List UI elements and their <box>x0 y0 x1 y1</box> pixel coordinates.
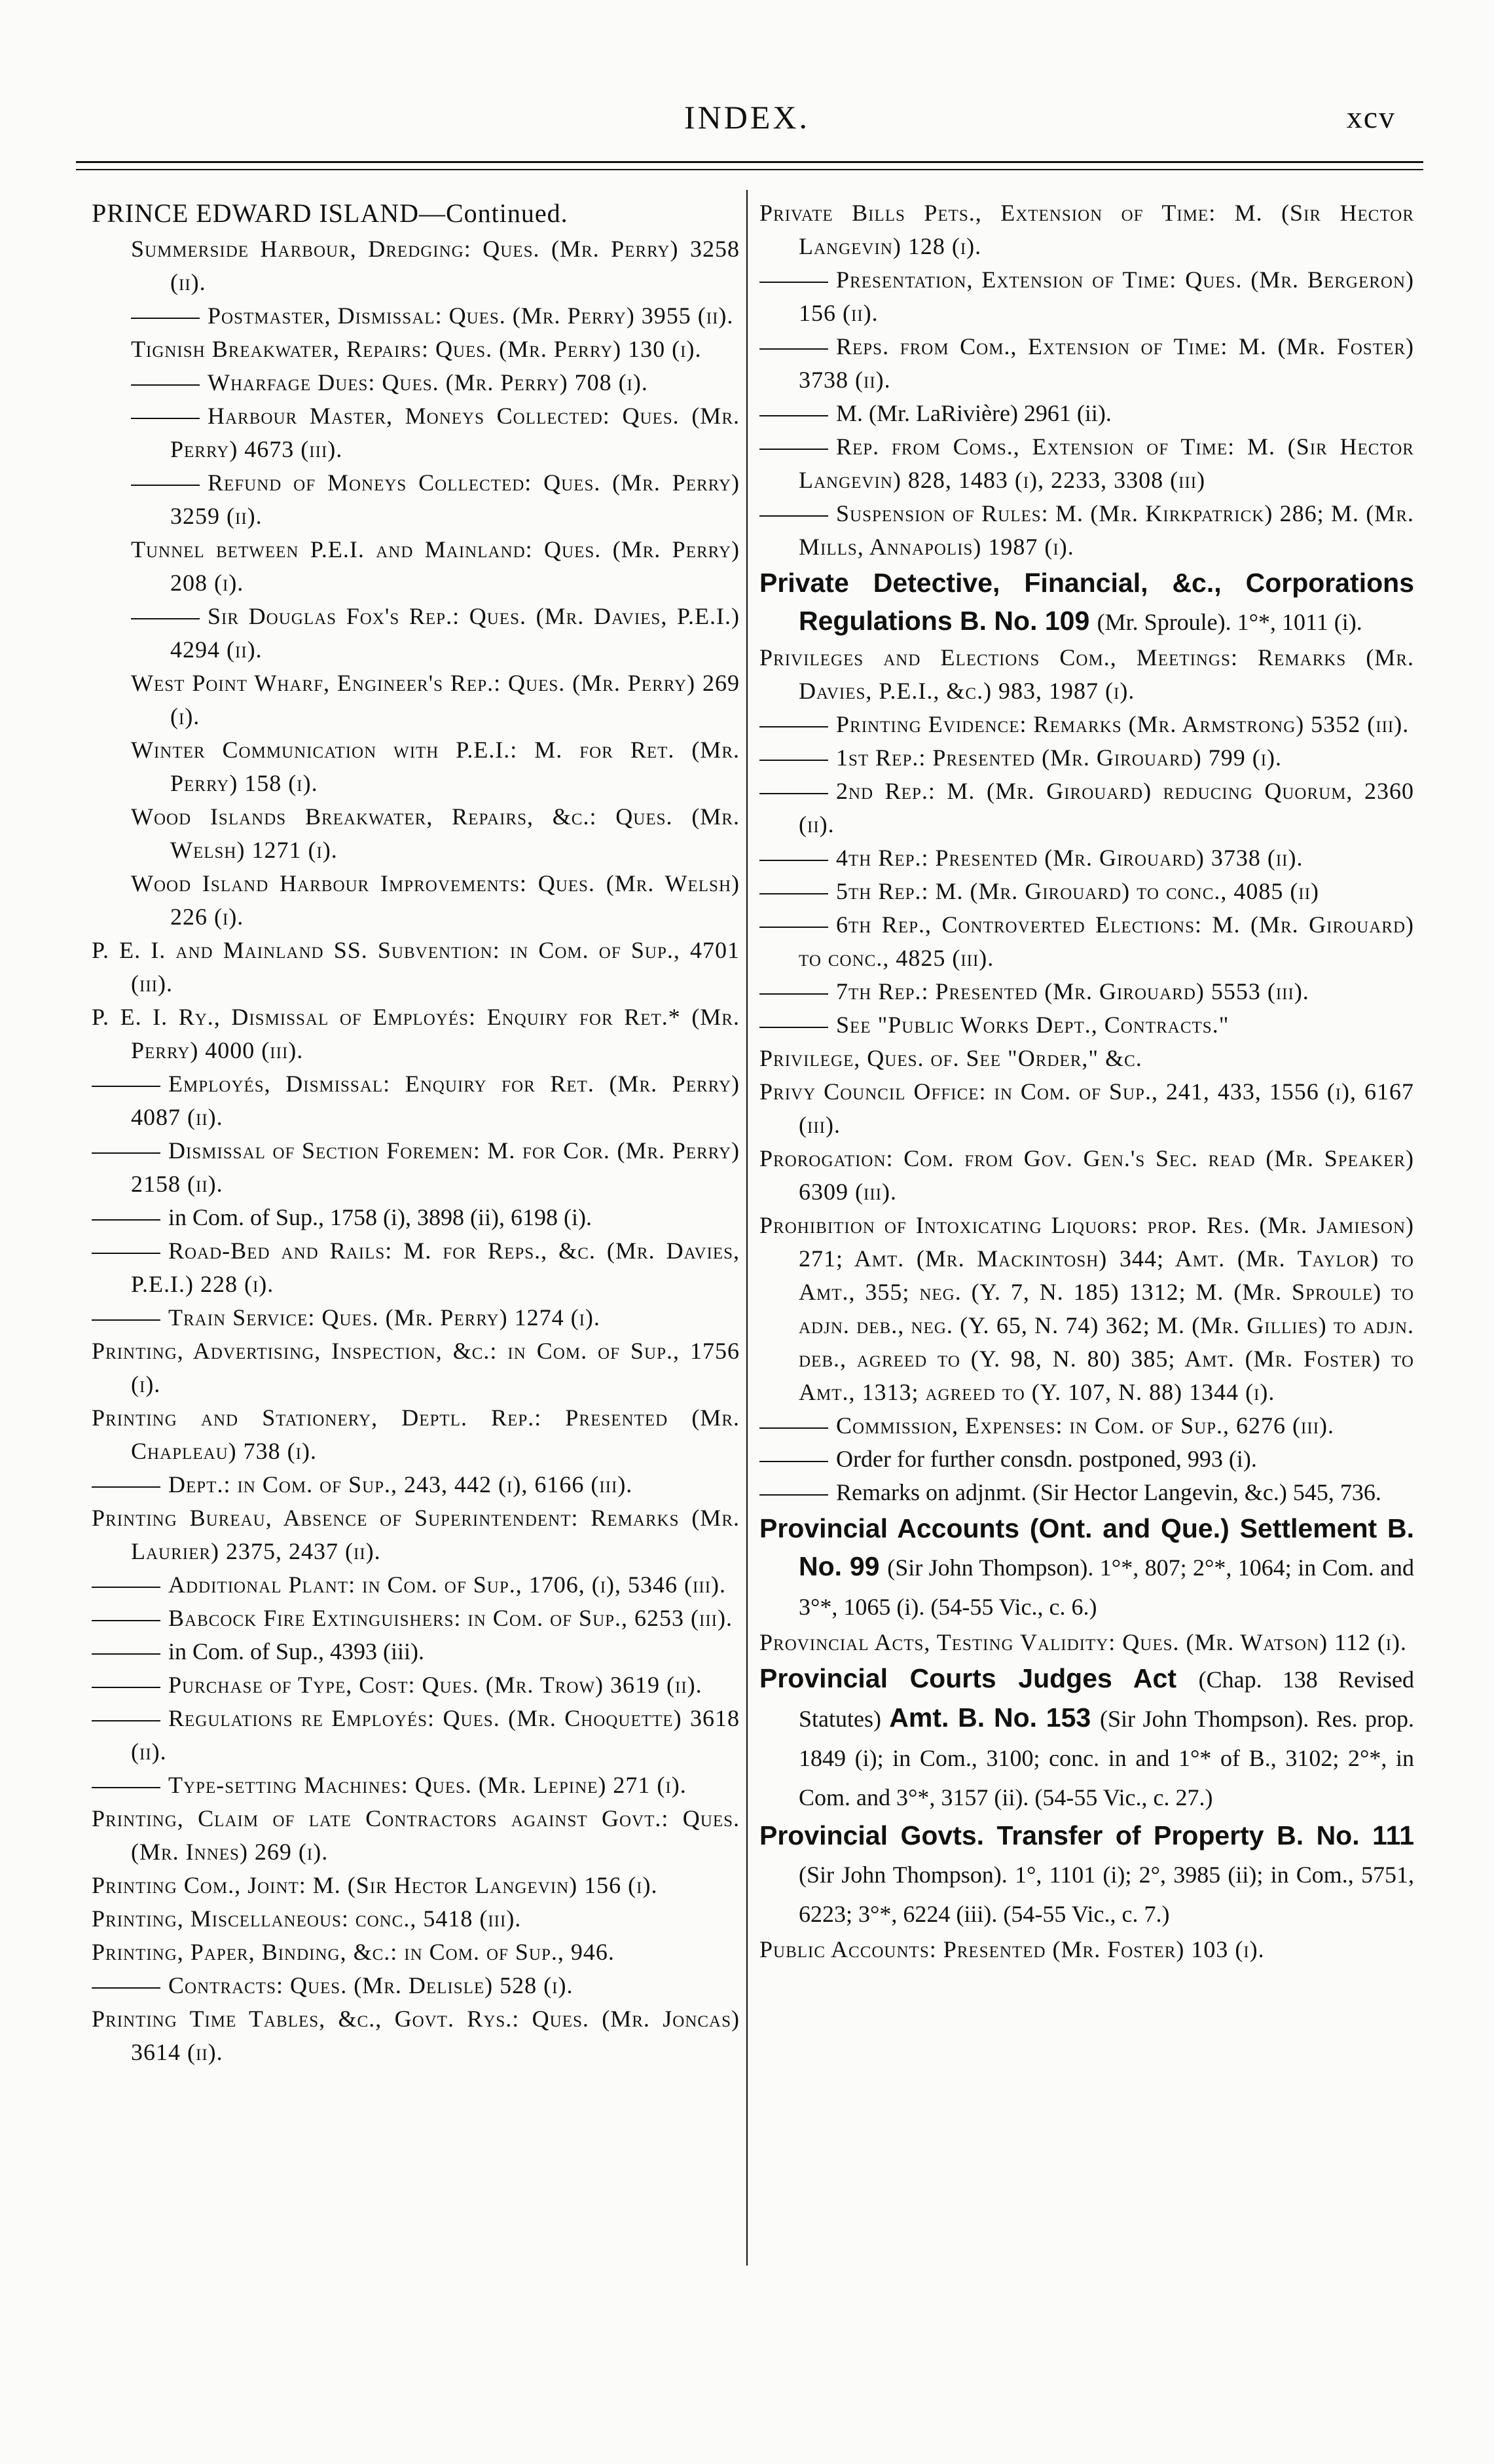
index-entry: West Point Wharf, Engineer's Rep.: Ques. (Mr. Perry) 269 (i). <box>131 670 740 729</box>
index-entry: Printing, Claim of late Contractors against Govt.: Ques. (Mr. Innes) 269 (i). <box>92 1805 740 1865</box>
bill-entry <box>759 1509 1414 1626</box>
index-entry: Winter Communication with P.E.I.: M. for Ret. (Mr. Perry) 158 (i). <box>131 737 740 796</box>
bill-entry <box>759 1816 1414 1933</box>
index-entry: Tignish Breakwater, Repairs: Ques. (Mr. Perry) 130 (i). <box>131 336 702 362</box>
column-divider <box>746 190 748 2266</box>
index-entry: Privy Council Office: in Com. of Sup., 241, 433, 1556 (i), 6167 (iii). <box>759 1078 1414 1138</box>
index-entry: Public Accounts: Presented (Mr. Foster) 103 (i). <box>759 1936 1265 1962</box>
index-entry: Reps. from Com., Extension of Time: M. (Mr. Foster) 3738 (ii). <box>759 330 1414 397</box>
index-entry: M. (Mr. LaRivière) 2961 (ii). <box>759 397 1414 430</box>
index-entry: Order for further consdn. postponed, 993 (i). <box>759 1443 1414 1476</box>
index-entry: Purchase of Type, Cost: Ques. (Mr. Trow) 3619 (ii). <box>92 1668 740 1702</box>
index-entry: Private Bills Pets., Extension of Time: M. (Sir Hector Langevin) 128 (i). <box>759 200 1414 259</box>
index-entry: Wood Islands Breakwater, Repairs, &c.: Ques. (Mr. Welsh) 1271 (i). <box>131 803 740 863</box>
index-entry: Printing Com., Joint: M. (Sir Hector Langevin) 156 (i). <box>92 1872 658 1898</box>
page-title: INDEX. <box>683 99 811 136</box>
index-entry: 7th Rep.: Presented (Mr. Girouard) 5553 (iii). <box>759 975 1414 1008</box>
index-entry: Rep. from Coms., Extension of Time: M. (Sir Hector Langevin) 828, 1483 (i), 2233, 3308 (iii) <box>759 430 1414 497</box>
index-entry: Contracts: Ques. (Mr. Delisle) 528 (i). <box>92 1969 740 2002</box>
index-entry: Tunnel between P.E.I. and Mainland: Ques. (Mr. Perry) 208 (i). <box>131 536 740 596</box>
bill-details: (Sir John Thompson). Res. prop. 1849 (i); in Com., 3100; conc. in and 1°* of B., 3102; 2°*, in Com. and 3°*, 3157 (ii). (54-55 Vic., c. 27.) <box>799 1706 1414 1811</box>
index-entry: Additional Plant: in Com. of Sup., 1706, (i), 5346 (iii). <box>92 1568 740 1602</box>
bill-title: Provincial Govts. Transfer of Property B. No. 111 <box>759 1820 1414 1850</box>
index-entry: 4th Rep.: Presented (Mr. Girouard) 3738 (ii). <box>759 841 1414 875</box>
index-entry: in Com. of Sup., 4393 (iii). <box>92 1635 740 1668</box>
bill-number: Amt. B. No. 153 <box>889 1702 1091 1733</box>
bill-details: (Sir John Thompson). 1°, 1101 (i); 2°, 3985 (ii); in Com., 5751, 6223; 3°*, 6224 (iii). (54-55 Vic., c. 7.) <box>799 1862 1414 1927</box>
index-entry: 5th Rep.: M. (Mr. Girouard) to conc., 4085 (ii) <box>759 875 1414 908</box>
index-entry: Prohibition of Intoxicating Liquors: prop. Res. (Mr. Jamieson) 271; Amt. (Mr. Mackintosh) 344; Amt. (Mr. Taylor) to Amt., 355; neg. (Y. 7, N. 185) 1312; M. (Mr. Sproule) to adjn. deb., neg. (Y. 65, N. 74) 362; M. (Mr. Gillies) to adjn. deb., agreed to (Y. 98, N. 80) 385; Amt. (Mr. Foster) to Amt., 1313; agreed to (Y. 107, N. 88) 1344 (i). <box>759 1212 1414 1405</box>
index-entry: Employés, Dismissal: Enquiry for Ret. (Mr. Perry) 4087 (ii). <box>92 1067 740 1134</box>
index-entry: Printing Bureau, Absence of Superintendent: Remarks (Mr. Laurier) 2375, 2437 (ii). <box>92 1505 740 1564</box>
bill-chapter: (Chap. 138 Revised Statutes) <box>799 1666 1414 1732</box>
bill-title: Private Detective, Financial, &c., Corporations Regulations B. No. 109 <box>759 568 1414 636</box>
index-entry: Printing, Paper, Binding, &c.: in Com. of Sup., 946. <box>92 1939 615 1965</box>
index-entry: 1st Rep.: Presented (Mr. Girouard) 799 (i). <box>759 741 1414 775</box>
bill-entry <box>759 1659 1414 1816</box>
bill-details: (Sir John Thompson). 1°*, 807; 2°*, 1064; in Com. and 3°*, 1065 (i). (54-55 Vic., c. 6.) <box>799 1554 1414 1620</box>
index-entry: Wharfage Dues: Ques. (Mr. Perry) 708 (i). <box>92 366 740 399</box>
index-entry: Sir Douglas Fox's Rep.: Ques. (Mr. Davies, P.E.I.) 4294 (ii). <box>92 600 740 667</box>
index-entry: Printing, Advertising, Inspection, &c.: in Com. of Sup., 1756 (i). <box>92 1338 740 1397</box>
index-entry: Presentation, Extension of Time: Ques. (Mr. Bergeron) 156 (ii). <box>759 263 1414 330</box>
header-rule-top <box>76 161 1423 163</box>
index-entry: Printing and Stationery, Deptl. Rep.: Presented (Mr. Chapleau) 738 (i). <box>92 1405 740 1464</box>
index-entry: Printing Time Tables, &c., Govt. Rys.: Ques. (Mr. Joncas) 3614 (ii). <box>92 2006 740 2065</box>
index-entry: Postmaster, Dismissal: Ques. (Mr. Perry) 3955 (ii). <box>92 299 740 333</box>
index-entry: Type-setting Machines: Ques. (Mr. Lepine) 271 (i). <box>92 1769 740 1802</box>
left-column <box>92 196 740 2069</box>
page-header <box>0 98 1494 138</box>
section-heading: PRINCE EDWARD ISLAND—Continued. <box>92 198 568 228</box>
index-entry: Prorogation: Com. from Gov. Gen.'s Sec. read (Mr. Speaker) 6309 (iii). <box>759 1145 1414 1205</box>
index-entry: Dept.: in Com. of Sup., 243, 442 (i), 6166 (iii). <box>92 1468 740 1501</box>
index-entry: Dismissal of Section Foremen: M. for Cor. (Mr. Perry) 2158 (ii). <box>92 1134 740 1201</box>
index-entry: in Com. of Sup., 1758 (i), 3898 (ii), 6198 (i). <box>92 1201 740 1234</box>
index-entry: P. E. I. Ry., Dismissal of Employés: Enquiry for Ret.* (Mr. Perry) 4000 (iii). <box>92 1004 740 1063</box>
index-entry: Regulations re Employés: Ques. (Mr. Choquette) 3618 (ii). <box>92 1702 740 1769</box>
bill-title: Provincial Courts Judges Act <box>759 1663 1176 1693</box>
index-entry: Printing Evidence: Remarks (Mr. Armstrong) 5352 (iii). <box>759 708 1414 741</box>
index-entry: P. E. I. and Mainland SS. Subvention: in Com. of Sup., 4701 (iii). <box>92 937 740 997</box>
index-entry: See "Public Works Dept., Contracts." <box>759 1008 1414 1042</box>
index-entry: Suspension of Rules: M. (Mr. Kirkpatrick) 286; M. (Mr. Mills, Annapolis) 1987 (i). <box>759 497 1414 564</box>
index-entry: Provincial Acts, Testing Validity: Ques. (Mr. Watson) 112 (i). <box>759 1629 1408 1655</box>
index-entry: Summerside Harbour, Dredging: Ques. (Mr. Perry) 3258 (ii). <box>131 236 740 295</box>
index-entry: Refund of Moneys Collected: Ques. (Mr. Perry) 3259 (ii). <box>92 466 740 533</box>
index-entry: Harbour Master, Moneys Collected: Ques. (Mr. Perry) 4673 (iii). <box>92 399 740 466</box>
page-number: xcv <box>1346 100 1396 135</box>
header-rule-bottom <box>76 169 1423 170</box>
index-entry: Privileges and Elections Com., Meetings: Remarks (Mr. Davies, P.E.I., &c.) 983, 1987 (i). <box>759 644 1414 704</box>
index-entry: 6th Rep., Controverted Elections: M. (Mr. Girouard) to conc., 4825 (iii). <box>759 908 1414 975</box>
right-column <box>759 196 1414 1966</box>
bill-title: Provincial Accounts (Ont. and Que.) Settlement B. No. 99 <box>759 1513 1414 1581</box>
index-entry: Babcock Fire Extinguishers: in Com. of Sup., 6253 (iii). <box>92 1602 740 1635</box>
index-entry: Road-Bed and Rails: M. for Reps., &c. (Mr. Davies, P.E.I.) 228 (i). <box>92 1234 740 1301</box>
index-entry: Train Service: Ques. (Mr. Perry) 1274 (i). <box>92 1301 740 1334</box>
bill-details: (Mr. Sproule). 1°*, 1011 (i). <box>1097 609 1362 635</box>
index-entry: Printing, Miscellaneous: conc., 5418 (iii). <box>92 1905 522 1932</box>
index-entry: Commission, Expenses: in Com. of Sup., 6276 (iii). <box>759 1409 1414 1443</box>
index-entry: Remarks on adjnmt. (Sir Hector Langevin, &c.) 545, 736. <box>759 1476 1414 1509</box>
index-entry: Wood Island Harbour Improvements: Ques. (Mr. Welsh) 226 (i). <box>131 870 740 930</box>
index-entry: Privilege, Ques. of. See "Order," &c. <box>759 1045 1142 1071</box>
index-entry: 2nd Rep.: M. (Mr. Girouard) reducing Quorum, 2360 (ii). <box>759 775 1414 841</box>
bill-entry <box>759 564 1414 641</box>
